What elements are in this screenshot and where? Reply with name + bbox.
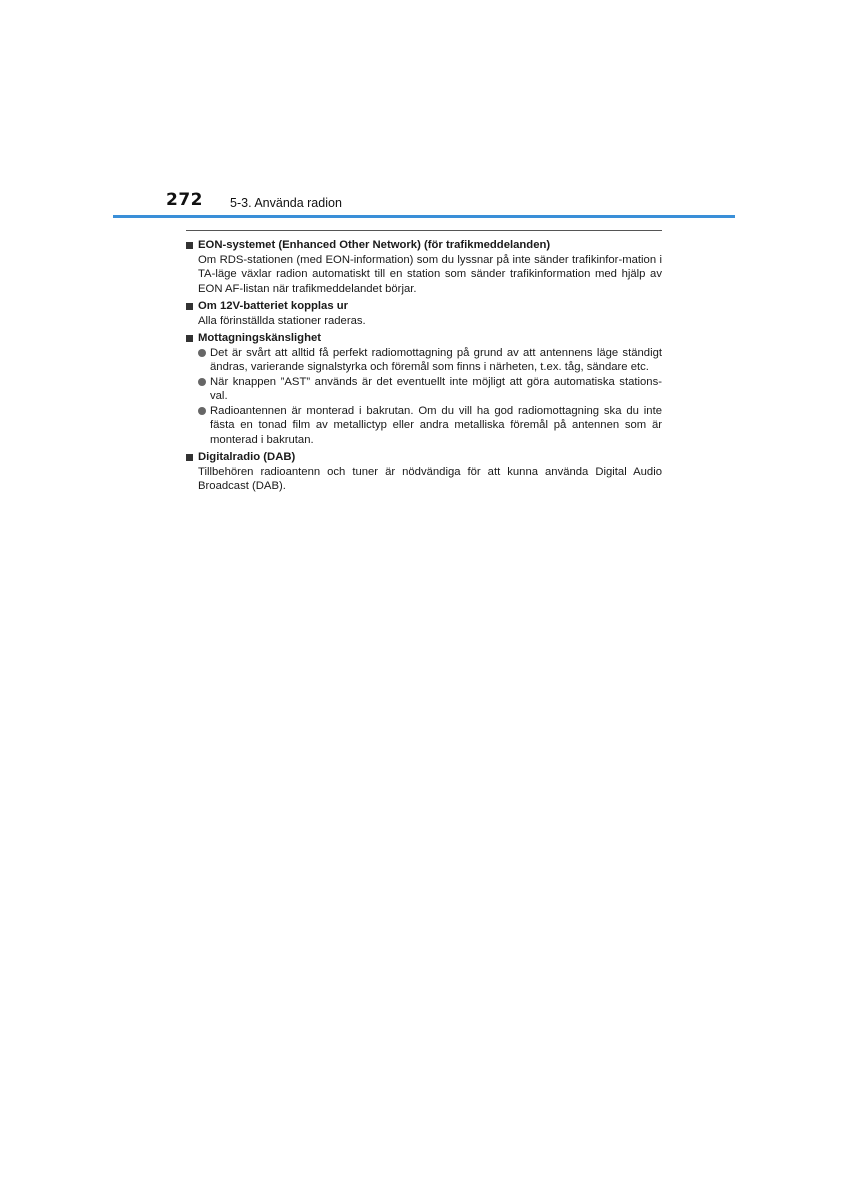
round-bullet-icon	[198, 378, 206, 386]
section-title: 5-3. Använda radion	[230, 196, 342, 210]
section-eon	[186, 238, 662, 296]
list-item	[198, 404, 662, 448]
section-battery	[186, 299, 662, 328]
square-bullet-icon	[186, 303, 193, 310]
section-heading: Mottagningskänslighet	[198, 332, 322, 344]
section-paragraph: Tillbehören radioantenn och tuner är nödvändiga för att kunna använda Digital Audio Broadcast (DAB).	[198, 465, 662, 492]
round-bullet-icon	[198, 407, 206, 415]
square-bullet-icon	[186, 242, 193, 249]
square-bullet-icon	[186, 335, 193, 342]
list-item	[198, 346, 662, 375]
round-bullet-icon	[198, 349, 206, 357]
section-reception	[186, 331, 662, 447]
content-body	[186, 238, 662, 497]
section-paragraph: Alla förinställda stationer raderas.	[198, 314, 366, 327]
list-item-text: Det är svårt att alltid få perfekt radiomottagning på grund av att antennens läge ständigt ändras, varierande signalstyrka och föremål som finns i närheten, t.ex. tåg, sändare etc.	[210, 346, 662, 373]
header-rule	[113, 215, 735, 218]
list-item	[198, 375, 662, 404]
square-bullet-icon	[186, 454, 193, 461]
page-number: 272	[166, 190, 203, 210]
list-item-text: Radioantennen är monterad i bakrutan. Om du vill ha god radiomottagning ska du inte fästa en tonad film av metallictyp eller andra metalliska föremål på antennen som är monterad i bakrutan.	[210, 404, 662, 446]
content-rule	[186, 230, 662, 231]
section-paragraph: Om RDS-stationen (med EON-information) som du lyssnar på inte sänder trafikinfor-mation i TA-läge växlar radion automatiskt till en station som sänder trafikinformation med hjälp av EON AF-listan när trafikmeddelandet börjar.	[198, 253, 662, 295]
section-dab	[186, 450, 662, 494]
section-heading: EON-systemet (Enhanced Other Network) (för trafikmeddelanden)	[198, 239, 551, 251]
list-item-text: När knappen ”AST” används är det eventuellt inte möjligt att göra automatiska stations-val.	[210, 375, 662, 402]
section-heading: Digitalradio (DAB)	[198, 451, 296, 463]
section-heading: Om 12V-batteriet kopplas ur	[198, 300, 349, 312]
